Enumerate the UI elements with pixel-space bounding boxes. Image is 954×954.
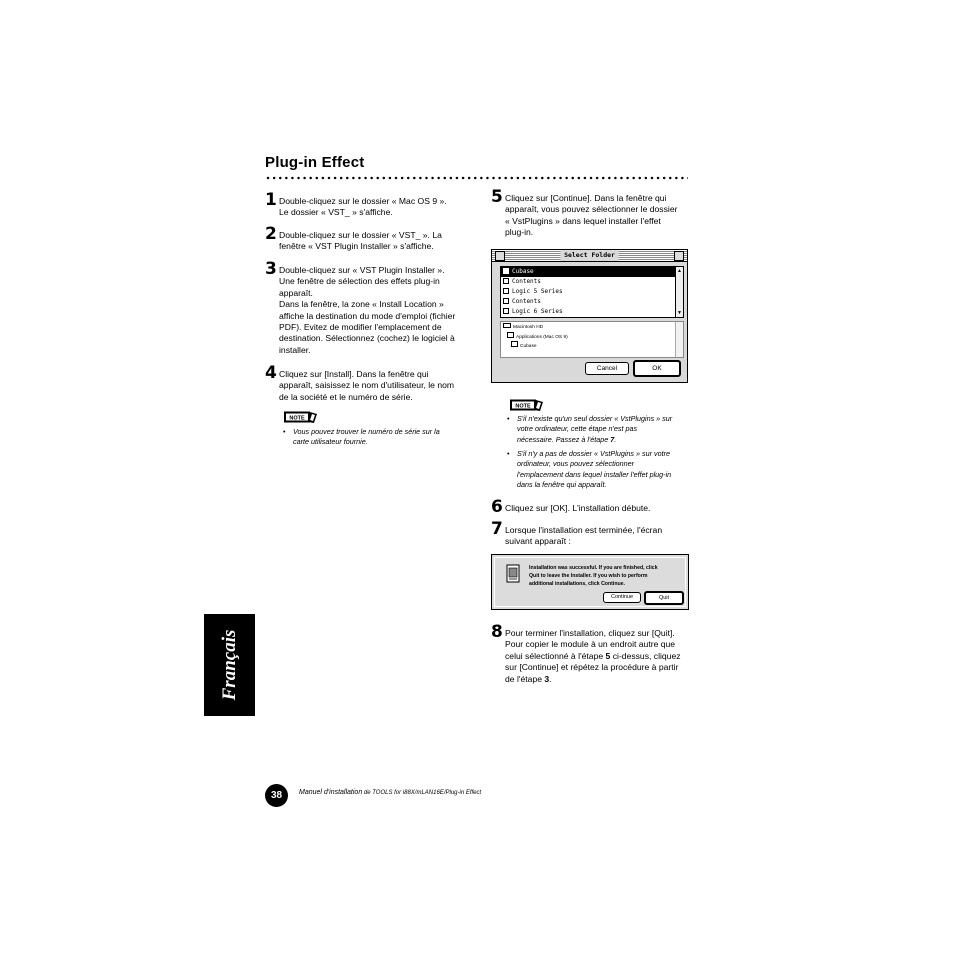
step-text: Cliquez sur [Install]. Dans la fenêtre qui apparaît, saisissez le nom d'utilisateur, le nom de la société et le numéro de série. (279, 369, 455, 402)
step-number: 5 (491, 187, 503, 207)
note-text: Vous pouvez trouver le numéro de série sur la carte utilisateur fournie. (293, 427, 440, 447)
list-item[interactable]: Logic 6 Series (501, 307, 675, 317)
step-1 (265, 190, 475, 220)
step-number: 8 (491, 622, 503, 642)
cancel-button[interactable]: Cancel (585, 362, 629, 375)
select-folder-dialog (491, 249, 688, 383)
folder-icon (503, 268, 509, 274)
step-5 (491, 187, 696, 241)
step-number: 4 (265, 363, 277, 383)
note-right-2 (507, 449, 697, 491)
success-message: Installation was successful. If you are finished, click Quit to leave the Installer. If you wish to perform additional installations, click Continue. (529, 565, 658, 588)
note-text: S'il n'y a pas de dossier « VstPlugins » sur votre ordinateur, vous pouvez sélectionner l'emplacement dans lequel installer l'effet plug-in dans la fenêtre qui apparaît. (517, 449, 672, 490)
step-text: Pour terminer l'installation, cliquez sur [Quit]. Pour copier le module à un endroit autre que celui sélectionné à l'étape 5 ci-dessus, cliquez sur [Continue] et répétez la procédure à partir de l'étape 3. (505, 628, 681, 684)
page-number: 38 (265, 784, 288, 807)
language-tab (204, 614, 255, 716)
dialog-title: Select Folder (560, 250, 619, 261)
path-panel (500, 321, 684, 358)
ok-button[interactable]: OK (633, 360, 681, 377)
path-item: Cubase (511, 341, 537, 351)
step-8 (491, 622, 696, 688)
path-item: Macintosh HD (503, 323, 543, 332)
step-number: 6 (491, 497, 503, 517)
footer-text: Manuel d'installation de TOOLS for i88X/mLAN16E/Plug-in Effect (299, 789, 482, 796)
note-badge-icon (283, 410, 319, 424)
continue-button[interactable]: Continue (603, 592, 641, 603)
note-bullet: • (283, 427, 286, 436)
list-item[interactable]: Contents (501, 277, 675, 287)
path-item: Applications (Mac OS 9) (507, 332, 568, 342)
step-text: Cliquez sur [OK]. L'installation débute. (505, 503, 651, 513)
note-text: S'il n'existe qu'un seul dossier « VstPlugins » sur votre ordinateur, cette étape n'est pas nécessaire. Passez à l'étape 7. (517, 414, 673, 444)
note-bullet: • (507, 414, 510, 423)
note-bullet: • (507, 449, 510, 458)
collapse-box-icon[interactable] (674, 251, 684, 261)
folder-icon (503, 288, 509, 294)
step-number: 3 (265, 259, 277, 279)
step-text: Lorsque l'installation est terminée, l'écran suivant apparaît : (505, 525, 663, 547)
section-title: Plug-in Effect (265, 154, 365, 171)
dialog-title-bar (492, 250, 687, 262)
note-label: NOTE (289, 415, 305, 422)
close-box-icon[interactable] (495, 251, 505, 261)
step-number: 1 (265, 190, 277, 210)
folder-icon (503, 298, 509, 304)
note-label: NOTE (515, 403, 531, 410)
quit-button[interactable]: Quit (644, 591, 684, 605)
note-badge-icon (509, 398, 545, 412)
step-number: 2 (265, 224, 277, 244)
step-text: Cliquez sur [Continue]. Dans la fenêtre qui apparaît, vous pouvez sélectionner le dossier « VstPlugins » dans lequel installer l'effet plug-in. (505, 193, 678, 238)
folder-icon (507, 332, 514, 338)
step-2 (265, 224, 475, 254)
folder-list[interactable] (500, 266, 684, 318)
step-number: 7 (491, 519, 503, 539)
list-item[interactable]: Cubase (501, 267, 675, 277)
folder-icon (503, 278, 509, 284)
step-text: Double-cliquez sur le dossier « Mac OS 9 ». Le dossier « VST_ » s'affiche. (279, 196, 447, 218)
language-label: Français (218, 629, 240, 701)
installation-success-dialog (491, 554, 689, 610)
step-6 (491, 497, 696, 517)
note-left (283, 427, 473, 449)
scroll-down-icon[interactable]: ▼ (677, 310, 682, 316)
note-right-1 (507, 414, 697, 446)
folder-icon (511, 341, 518, 347)
list-item[interactable]: Logic 5 Series (501, 287, 675, 297)
installer-icon (506, 564, 520, 583)
path-scrollbar[interactable] (675, 322, 683, 357)
folder-icon (503, 308, 509, 314)
step-4 (265, 363, 475, 405)
step-7 (491, 519, 696, 549)
scroll-up-icon[interactable]: ▲ (677, 268, 682, 274)
step-text: Double-cliquez sur « VST Plugin Installer ». Une fenêtre de sélection des effets plug-in apparaît. Dans la fenêtre, la zone « Install Location » affiche la destination du mode d'emploi (fichier PDF). Evitez de modifier l'emplacement de destination. Sélectionnez (cochez) le logiciel à installer. (279, 265, 456, 355)
step-3 (265, 259, 475, 357)
dotted-divider (265, 175, 688, 181)
hard-disk-icon (503, 323, 511, 328)
list-scrollbar[interactable] (675, 267, 683, 317)
list-item[interactable]: Contents (501, 297, 675, 307)
step-text: Double-cliquez sur le dossier « VST_ ». La fenêtre « VST Plugin Installer » s'affiche. (279, 230, 442, 252)
